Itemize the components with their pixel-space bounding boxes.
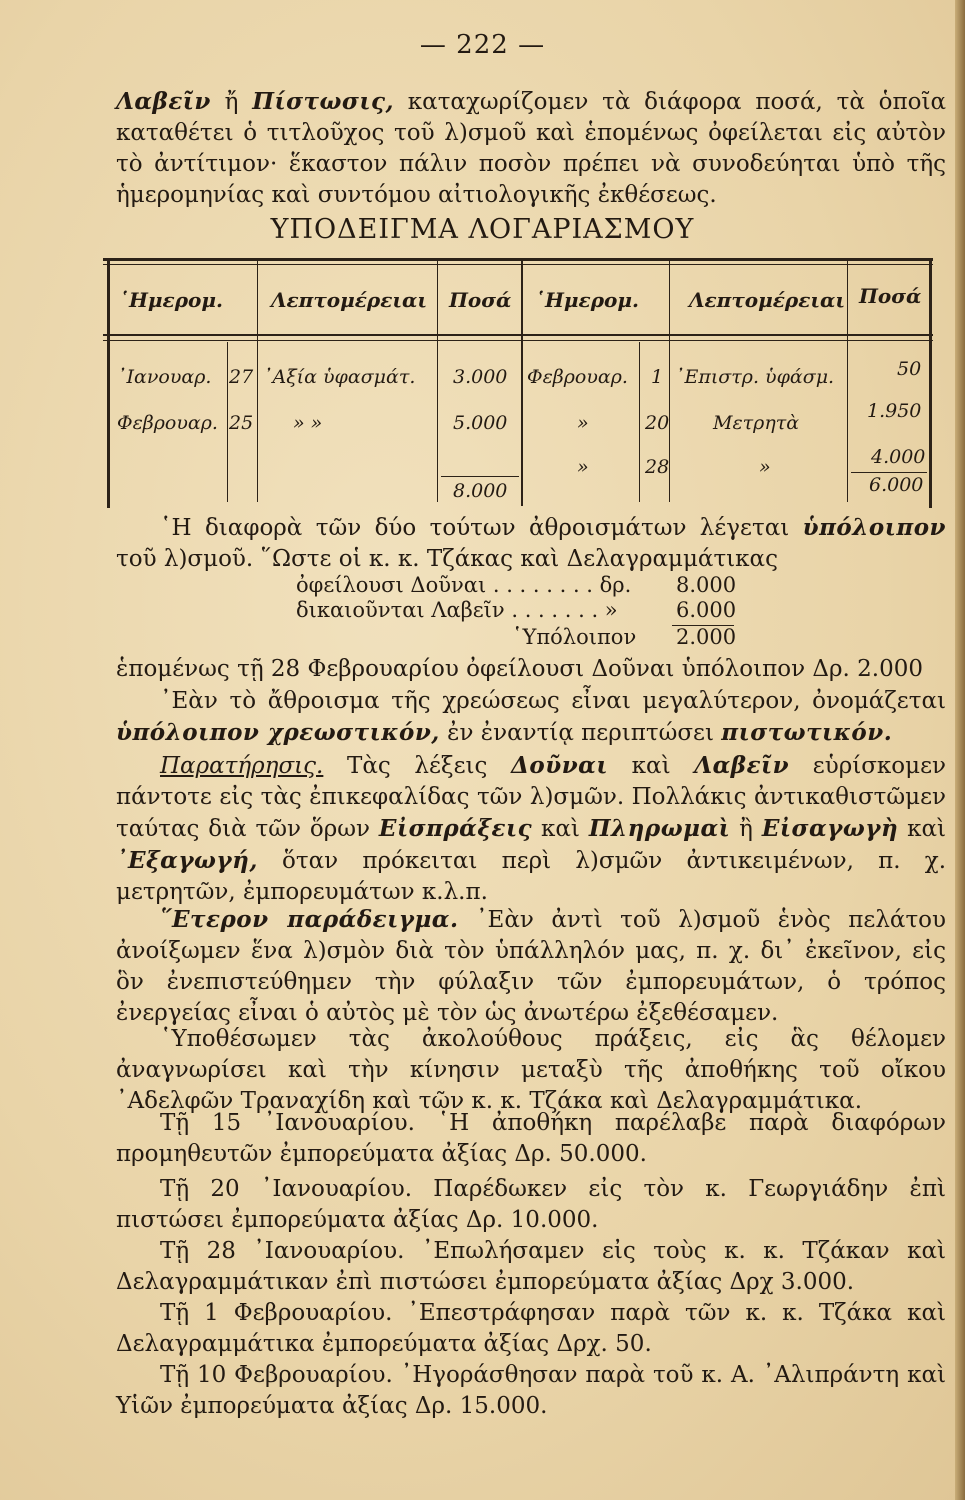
ledger-vline [227,342,228,502]
left-row-day: 25 [229,412,254,434]
header-date-left: ῾Ημερομ. [119,288,223,312]
right-total-rule [851,472,927,473]
paragraph-suppose: ῾Υποθέσωμεν τὰς ἀκολούθους πράξεις, εἰς ἃς θέλομεν ἀναγνωρίσει καὶ τὴν κίνησιν μεταξὺ τῆς ἀποθήκης τοῦ οἴκου ᾿Αδελφῶν Τραναχίδη καὶ τῶν κ. κ. Τζάκα καὶ Δελαγραμμάτικα. [116,1026,946,1114]
term-credit: πιστωτικόν. [721,719,893,746]
calc-balance-value: 2.000 [676,625,737,649]
ledger-vline [929,258,932,508]
calc-balance-label: ῾Υπόλοιπον [512,625,637,649]
left-row-day: 27 [229,366,254,388]
paragraph-consequently: ἑπομένως τῇ 28 Φεβρουαρίου ὀφείλουσι Δοῦναι ὑπόλοιπον Δρ. 2.000 [116,656,923,682]
header-amount-right: Ποσά [859,284,922,308]
entry-jan-15: Τῇ 15 ᾿Ιανουαρίου. ῾Η ἀποθήκη παρέλαβε παρὰ διαφόρων προμηθευτῶν ἐμπορεύματα ἀξίας Δρ. 50.000. [116,1110,946,1167]
left-row-detail: » » [293,412,323,434]
paragraph-remark: Παρατήρησις. Τὰς λέξεις Δοῦναι καὶ Λαβεῖν εὑρίσκομεν πάντοτε εἰς τὰς ἐπικεφαλίδας τῶν λ)σμῶν. Πολλάκις ἀντικαθιστῶμεν ταύτας διὰ τῶν ὅρων Εἰσπράξεις καὶ Πληρωμαὶ ἢ Εἰσαγωγὴ καὶ ᾿Εξαγωγή, ὅταν πρόκειται περὶ λ)σμῶν ἀντικειμένων, π. χ. μετρητῶν, ἐμπορευμάτων κ.λ.π. [116,752,947,905]
right-total: 6.000 [869,474,924,496]
ledger-vline [847,258,848,502]
right-row-month: » [577,456,589,478]
ledger-header-rule [103,334,933,336]
calc-owe-value: 8.000 [676,573,737,597]
entry-feb-10: Τῇ 10 Φεβρουαρίου. ᾿Ηγοράσθησαν παρὰ τοῦ κ. Α. ᾿Αλιπράντη καὶ Υἱῶν ἐμπορεύματα ἀξίας Δρ. 15.000. [116,1362,946,1419]
header-details-right: Λεπτομέρειαι [689,288,846,312]
ledger-vline [639,342,640,502]
left-total-rule [441,476,519,477]
header-amount-left: Ποσά [449,288,512,312]
paragraph-debit-credit: ᾿Εὰν τὸ ἄθροισμα τῆς χρεώσεως εἶναι μεγαλύτερον, ὀνομάζεται ὑπόλοιπον χρεωστικόν, ἐν ἐναντίᾳ περιπτώσει πιστωτικόν. [116,688,946,746]
ledger-top-rule-2 [103,264,933,265]
right-row-detail: ᾿Επιστρ. ὑφάσμ. [675,366,835,388]
ledger-top-rule [103,258,933,261]
right-row-amount: 1.950 [867,400,922,422]
right-row-detail: » [759,456,771,478]
left-row-detail: ᾿Αξία ὑφασμάτ. [263,366,416,388]
page-number: — 222 — [419,30,546,60]
section-title: ΥΠΟΔΕΙΓΜΑ ΛΟΓΑΡΙΑΣΜΟΥ [270,214,695,245]
calc-entitled-label: δικαιοῦνται Λαβεῖν . . . . . . . » [296,598,618,622]
paragraph-difference: ῾Η διαφορὰ τῶν δύο τούτων ἀθροισμάτων λέγεται ὑπόλοιπον τοῦ λ)σμοῦ. ῞Ωστε οἱ κ. κ. Τζάκας καὶ Δελαγραμμάτικας [116,514,946,572]
right-row-day: 1 [651,366,664,388]
intro-paragraph: Λαβεῖν ἤ Πίστωσις, καταχωρίζομεν τὰ διάφορα ποσά, τὰ ὁποῖα καταθέτει ὁ τιτλοῦχος τοῦ λ)σμοῦ καὶ ἑπομένως ὀφείλεται εἰς αὐτὸν τὸ ἀντίτιμον· ἕκαστον πάλιν ποσὸν πρέπει νὰ συνοδεύηται ὑπὸ τῆς ἡμερομηνίας καὶ συντόμου αἰτιολογικῆς ἐκθέσεως. [116,88,946,208]
remark-heading: Παρατήρησις. [160,753,324,779]
right-row-month: » [577,412,589,434]
right-row-day: 20 [645,412,670,434]
entry-jan-20: Τῇ 20 ᾿Ιανουαρίου. Παρέδωκεν εἰς τὸν κ. Γεωργιάδην ἐπὶ πιστώσει ἐμπορεύματα ἀξίας Δρ. 10.000. [116,1176,946,1233]
left-row-amount: 3.000 [453,366,508,388]
right-row-amount: 50 [897,358,922,380]
right-row-month: Φεβρουαρ. [527,366,628,388]
term-pistosis: Πίστωσις, [252,88,395,115]
term-debit-balance: ὑπόλοιπον χρεωστικόν, [116,719,440,746]
another-example-heading: ῞Ετερον παράδειγμα. [160,906,459,933]
header-details-left: Λεπτομέρειαι [271,288,428,312]
calc-owe-label: ὀφείλουσι Δοῦναι . . . . . . . . δρ. [296,573,632,597]
right-row-detail: Μετρητὰ [713,412,800,434]
term-ypoloipon: ὑπόλοιπον [802,514,946,541]
ledger-vline [107,258,110,508]
ledger-header-rule-2 [103,340,933,341]
entry-feb-1: Τῇ 1 Φεβρουαρίου. ᾿Επεστράφησαν παρὰ τῶν κ. κ. Τζάκα καὶ Δελαγραμμάτικα ἐμπορεύματα ἀξίας Δρχ. 50. [116,1300,946,1357]
header-date-right: ῾Ημερομ. [535,288,639,312]
ledger-vline [437,258,438,502]
term-lavein: Λαβεῖν [116,88,211,115]
entry-jan-28: Τῇ 28 ᾿Ιανουαρίου. ᾿Επωλήσαμεν εἰς τοὺς κ. κ. Τζάκαν καὶ Δελαγραμμάτικαν ἐπὶ πιστώσει ἐμπορεύματα ἀξίας Δρχ 3.000. [116,1238,946,1295]
ledger-table [103,258,933,508]
right-row-amount: 4.000 [871,446,926,468]
left-total: 8.000 [453,480,508,502]
left-row-month: Φεβρουαρ. [117,412,218,434]
ledger-vline [257,258,258,502]
left-row-month: ᾿Ιανουαρ. [117,366,212,388]
left-row-amount: 5.000 [453,412,508,434]
calc-entitled-value: 6.000 [676,598,737,622]
paragraph-another-example: ῞Ετερον παράδειγμα. ᾿Εὰν ἀντὶ τοῦ λ)σμοῦ ἑνὸς πελάτου ἀνοίξωμεν ἕνα λ)σμὸν διὰ τὸν ὑπάλληλόν μας, π. χ. δι᾿ ἐκεῖνον, εἰς ὃν ἐνεπιστεύθημεν τὴν φύλαξιν τῶν ἐμπορευμάτων, ὁ τρόπος ἐνεργείας εἶναι ὁ αὐτὸς μὲ τὸν ὡς ἀνωτέρω ἐξεθέσαμεν. [116,906,947,1026]
ledger-vline-center [521,258,523,506]
right-row-day: 28 [645,456,670,478]
